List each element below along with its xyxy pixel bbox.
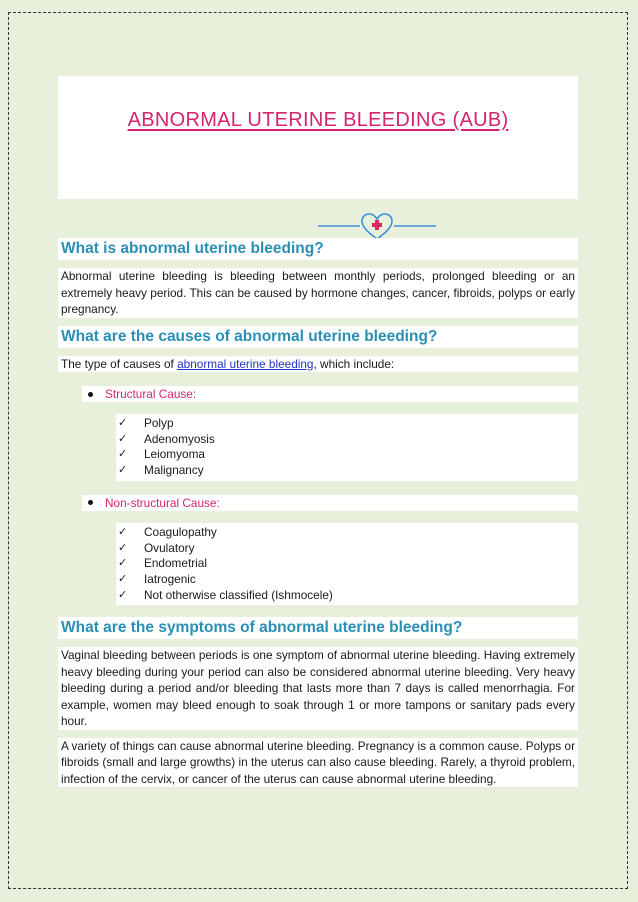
nonstructural-cause-item	[82, 495, 578, 511]
document-body	[58, 238, 578, 787]
nonstructural-cause-label: Non-structural Cause:	[105, 495, 220, 510]
symptoms-paragraph-2: A variety of things can cause abnormal uterine bleeding. Pregnancy is a common cause. Polyps or fibroids (small and large growths) in the uterus can also cause bleeding. Rarely, a thyroid problem, infection of the cervix, or cancer of the uterus can cause abnormal uterine bleeding.	[58, 738, 578, 788]
causes-intro	[58, 356, 578, 373]
checkmark-icon: ✓	[118, 572, 128, 585]
aub-link[interactable]: abnormal uterine bleeding	[177, 356, 314, 371]
checkmark-icon: ✓	[118, 417, 128, 429]
list-item-text: Coagulopathy	[144, 524, 217, 539]
list-item	[116, 416, 578, 432]
intro-suffix: , which include:	[313, 356, 395, 371]
list-item-text: Iatrogenic	[144, 571, 196, 586]
list-item-text: Not otherwise classified (Ishmocele)	[144, 587, 333, 602]
checkmark-icon: ✓	[118, 541, 128, 554]
list-item	[116, 541, 578, 557]
symptoms-paragraph-1: Vaginal bleeding between periods is one symptom of abnormal uterine bleeding. Having extremely heavy bleeding during your period can also be considered abnormal uterine bleeding. Very heavy bleeding during a period and/or bleeding that lasts more than 7 days is called menorrhagia. For example, women may bleed enough to soak through 1 or more tampons or sanitary pads every hour.	[58, 647, 578, 730]
list-item-text: Polyp	[144, 416, 174, 430]
bullet-dot-icon	[88, 500, 93, 505]
definition-paragraph: Abnormal uterine bleeding is bleeding between monthly periods, prolonged bleeding or an extremely heavy period. This can be caused by hormone changes, cancer, fibroids, polyps or early pregnancy.	[58, 268, 578, 318]
list-item	[116, 572, 578, 588]
section-heading-causes: What are the causes of abnormal uterine bleeding?	[58, 326, 578, 348]
section-heading-symptoms: What are the symptoms of abnormal uterine bleeding?	[58, 617, 578, 639]
checkmark-icon: ✓	[118, 557, 128, 570]
list-item	[116, 447, 578, 463]
list-item-text: Endometrial	[144, 556, 207, 571]
list-item	[116, 588, 578, 604]
bullet-dot-icon	[88, 392, 93, 397]
structural-cause-list	[116, 414, 578, 481]
section-heading-what-is: What is abnormal uterine bleeding?	[58, 238, 578, 260]
title-banner	[58, 76, 578, 199]
structural-cause-label: Structural Cause:	[105, 387, 197, 401]
list-item-text: Malignancy	[144, 463, 204, 478]
list-item	[116, 556, 578, 572]
nonstructural-cause-list	[116, 523, 578, 606]
list-item	[116, 525, 578, 541]
structural-cause-item	[82, 386, 578, 402]
checkmark-icon: ✓	[118, 588, 128, 601]
list-item	[116, 432, 578, 448]
list-item-text: Leiomyoma	[144, 447, 205, 462]
page-title: ABNORMAL UTERINE BLEEDING (AUB)	[127, 109, 509, 131]
checkmark-icon: ✓	[118, 432, 128, 445]
list-item-text: Ovulatory	[144, 540, 195, 555]
list-item	[116, 463, 578, 479]
list-item-text: Adenomyosis	[144, 431, 215, 446]
checkmark-icon: ✓	[118, 525, 128, 538]
intro-prefix: The type of causes of	[61, 356, 178, 371]
checkmark-icon: ✓	[118, 464, 128, 477]
checkmark-icon: ✓	[118, 448, 128, 461]
